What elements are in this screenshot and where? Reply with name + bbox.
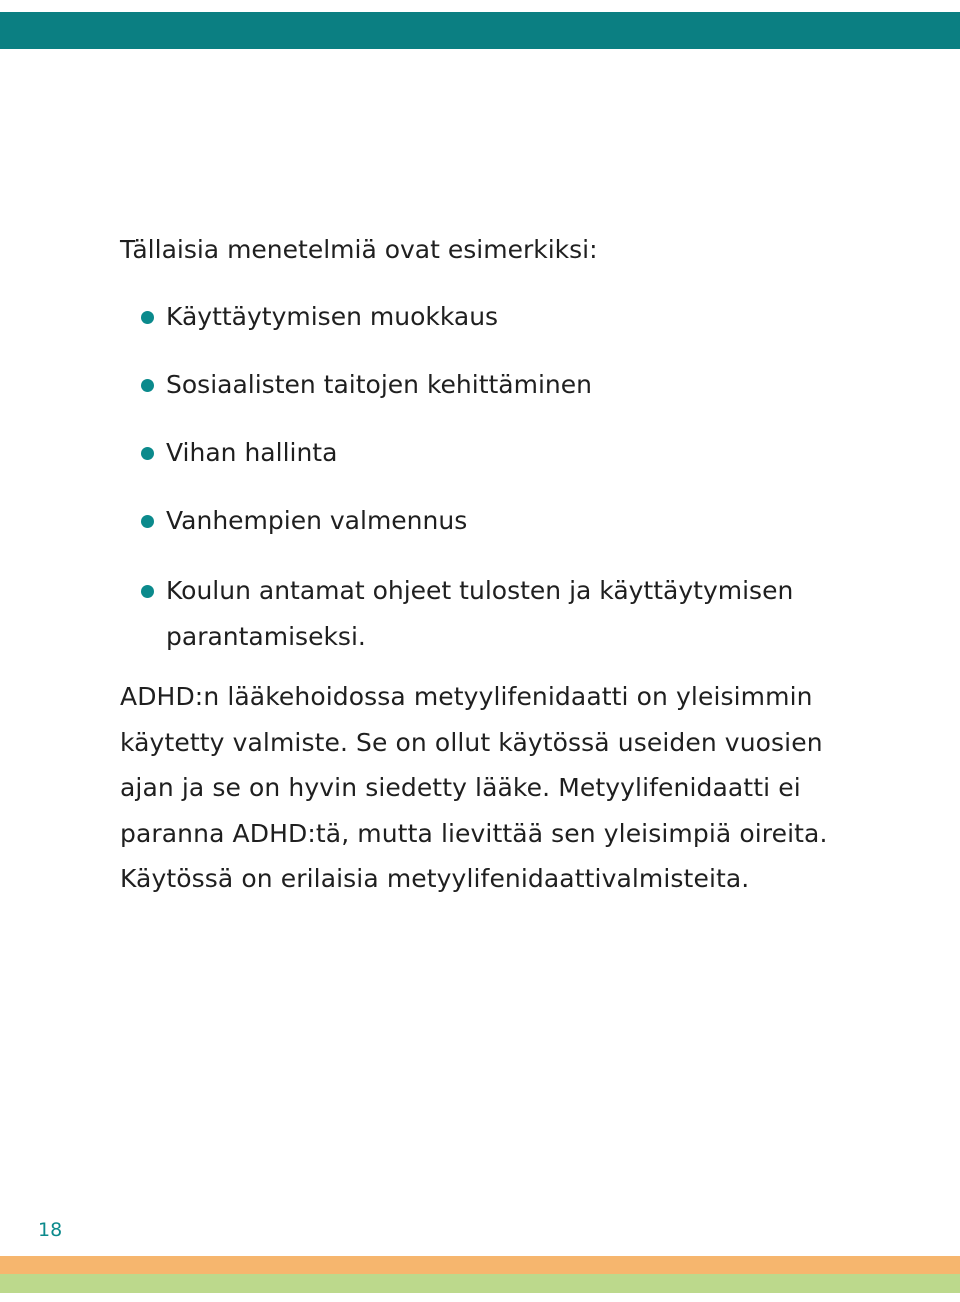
list-item-text: Sosiaalisten taitojen kehittäminen <box>166 370 593 399</box>
list-item <box>120 432 860 474</box>
page-number: 18 <box>38 1219 63 1241</box>
bullet-dot-icon <box>141 311 154 324</box>
list-item <box>120 364 860 406</box>
bullet-dot-icon <box>141 585 154 598</box>
list-item-text: Vihan hallinta <box>166 438 338 467</box>
bullet-list <box>120 296 860 660</box>
paragraph-line: ADHD:n lääkehoidossa metyylifenidaatti on yleisimmin <box>120 682 813 711</box>
list-item-text: Käyttäytymisen muokkaus <box>166 302 499 331</box>
top-header-band <box>0 12 960 49</box>
bullet-dot-icon <box>141 447 154 460</box>
body-paragraph <box>120 674 860 902</box>
bottom-green-band <box>0 1274 960 1293</box>
list-item <box>120 500 860 542</box>
list-item-text: Koulun antamat ohjeet tulosten ja käyttäytymisen parantamiseksi. <box>166 576 794 651</box>
paragraph-line: paranna ADHD:tä, mutta lievittää sen yleisimpiä oireita. <box>120 818 828 848</box>
page-content <box>120 229 860 902</box>
intro-text: Tällaisia menetelmiä ovat esimerkiksi: <box>120 235 598 264</box>
bullet-dot-icon <box>141 379 154 392</box>
list-item <box>120 568 860 660</box>
paragraph-line: Käytössä on erilaisia metyylifenidaattivalmisteita. <box>120 864 750 893</box>
bottom-orange-band <box>0 1256 960 1274</box>
paragraph-line: ajan ja se on hyvin siedetty lääke. Metyylifenidaatti ei <box>120 773 801 802</box>
list-item <box>120 296 860 338</box>
paragraph-line: käytetty valmiste. Se on ollut käytössä useiden vuosien <box>120 727 823 757</box>
list-item-text: Vanhempien valmennus <box>166 506 468 535</box>
bullet-dot-icon <box>141 515 154 528</box>
